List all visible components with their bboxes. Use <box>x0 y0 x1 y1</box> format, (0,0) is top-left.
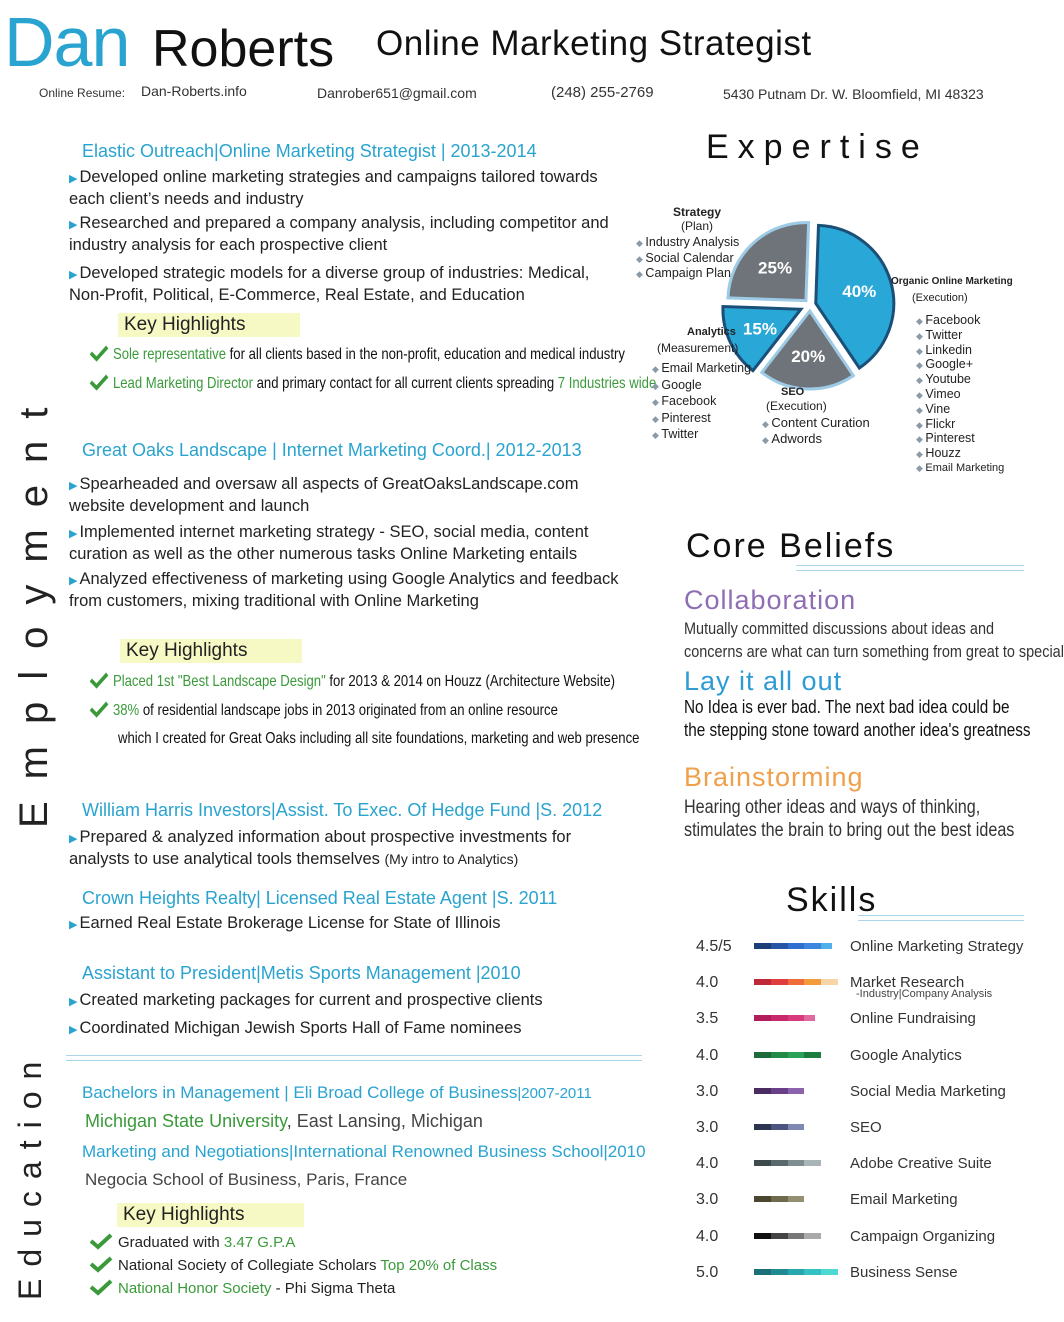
job5-bullet-2: ▶ Coordinated Michigan Jewish Sports Hall of Fame nominees <box>69 1019 522 1037</box>
skill-subtitle: -Industry|Company Analysis <box>856 988 993 1001</box>
skill-bar <box>754 1196 804 1202</box>
resume-link[interactable]: Dan-Roberts.info <box>141 83 247 99</box>
skills-rule <box>858 915 1024 921</box>
job-title-5: Assistant to President|Metis Sports Management |2010 <box>82 963 521 983</box>
edu-highlight-1: Graduated with 3.47 G.P.A <box>90 1233 295 1251</box>
job-title-1: Elastic Outreach|Online Marketing Strategist | 2013-2014 <box>82 141 537 161</box>
school-2: Negocia School of Business, Paris, France <box>85 1170 408 1189</box>
organic-items: ◆ Facebook ◆ Twitter ◆ Linkedin ◆ Google+ ◆ Youtube ◆ Vimeo ◆ Vine ◆ Flickr ◆ Pinterest ◆ Houzz ◆ Email Marketing <box>916 314 1004 476</box>
skill-score: 4.5/5 <box>696 938 732 955</box>
skill-bar <box>754 1015 815 1021</box>
skill-name: Business Sense <box>850 1263 958 1281</box>
expertise-title: Expertise <box>706 128 929 166</box>
skill-score: 4.0 <box>696 974 719 992</box>
skill-score: 3.0 <box>696 1119 719 1136</box>
check-icon <box>90 672 108 688</box>
strategy-sub: (Plan) <box>681 219 714 233</box>
seo-sub: (Execution) <box>766 399 827 413</box>
skill-name: Google Analytics <box>850 1046 962 1064</box>
skill-score: 3.0 <box>696 1082 719 1100</box>
skill-name: Social Media Marketing <box>850 1082 1006 1100</box>
skill-bar <box>754 1124 804 1130</box>
core-beliefs-rule <box>796 565 1024 571</box>
belief-title-brainstorming: Brainstorming <box>684 762 864 792</box>
highlight-2-3: which I created for Great Oaks including all site foundations, marketing and web presence <box>118 730 640 747</box>
phone: (248) 255-2769 <box>551 84 654 101</box>
first-name: Dan <box>4 3 130 81</box>
degree-1: Bachelors in Management | Eli Broad College of Business|2007-2011 <box>82 1083 592 1102</box>
highlight-2-2: 38% of residential landscape jobs in 2013 originated from an online resource <box>90 701 558 720</box>
edu-highlight-3: National Honor Society - Phi Sigma Theta <box>90 1279 395 1297</box>
address: 5430 Putnam Dr. W. Bloomfield, MI 48323 <box>723 86 984 102</box>
check-icon <box>90 1256 112 1272</box>
divider-employment-education <box>66 1055 642 1061</box>
job2-bullet-3: ▶ Analyzed effectiveness of marketing using Google Analytics and feedback from customers, mixing traditional with Online Marketing <box>69 570 619 610</box>
key-highlights-3: Key Highlights <box>117 1203 304 1227</box>
skill-name: Market Research <box>850 974 965 992</box>
skill-bar <box>754 1160 821 1166</box>
employment-label: Employment <box>12 385 56 828</box>
skill-bar <box>754 1269 838 1275</box>
organic-label: Organic Online Marketing <box>891 276 1013 287</box>
check-icon <box>90 1279 112 1295</box>
belief-title-lay-it-all-out: Lay it all out <box>684 666 843 696</box>
skill-bar <box>754 1052 821 1058</box>
skill-name: SEO <box>850 1119 882 1136</box>
key-highlights-2: Key Highlights <box>120 639 302 663</box>
last-name: Roberts <box>152 20 335 78</box>
belief-text-brainstorming: Hearing other ideas and ways of thinking, stimulates the brain to bring out the best ideas <box>684 797 1015 841</box>
pie-label-strategy: 25% <box>758 258 793 278</box>
job-title-2: Great Oaks Landscape | Internet Marketing Coord.| 2012-2013 <box>82 440 582 460</box>
job-headline: Online Marketing Strategist <box>376 24 812 63</box>
job-title-3: William Harris Investors|Assist. To Exec. Of Hedge Fund |S. 2012 <box>82 800 603 820</box>
school-1: Michigan State University, East Lansing, Michigan <box>85 1111 483 1131</box>
skill-name: Online Fundraising <box>850 1010 976 1028</box>
skill-bar <box>754 979 838 985</box>
skill-score: 5.0 <box>696 1263 719 1281</box>
job3-bullet-1: ▶ Prepared & analyzed information about prospective investments for analysts to use analytical tools themselves (My intro to Analytics) <box>69 828 572 868</box>
resume-label: Online Resume: <box>39 86 126 100</box>
pie-label-organic-online-marketing: 40% <box>842 281 877 301</box>
job2-bullet-1: ▶ Spearheaded and oversaw all aspects of GreatOaksLandscape.com website development and launch <box>69 475 579 515</box>
skill-score: 3.5 <box>696 1010 719 1028</box>
belief-title-collaboration: Collaboration <box>684 585 857 615</box>
edu-highlight-2: National Society of Collegiate Scholars Top 20% of Class <box>90 1256 497 1274</box>
skill-name: Adobe Creative Suite <box>850 1155 992 1173</box>
pie-label-seo: 20% <box>791 347 826 367</box>
highlight-2-1: Placed 1st "Best Landscape Design" for 2013 & 2014 on Houzz (Architecture Website) <box>90 672 615 691</box>
skill-name: Email Marketing <box>850 1191 958 1209</box>
key-highlights-1: Key Highlights <box>118 313 300 337</box>
skill-bar <box>754 943 832 949</box>
skill-bar <box>754 1088 804 1094</box>
email[interactable]: Danrober651@gmail.com <box>317 85 477 101</box>
job-title-4: Crown Heights Realty| Licensed Real Estate Agent |S. 2011 <box>82 888 558 908</box>
seo-label: SEO <box>781 386 805 398</box>
job5-bullet-1: ▶ Created marketing packages for current and prospective clients <box>69 991 543 1009</box>
check-icon <box>90 374 108 390</box>
skill-name: Campaign Organizing <box>850 1227 996 1245</box>
skill-bar <box>754 1233 821 1239</box>
education-label: Education <box>12 1049 48 1300</box>
belief-text-lay-it-all-out: No Idea is ever bad. The next bad idea could be the stepping stone toward another idea's greatness <box>684 697 1031 740</box>
strategy-items: ◆ Industry Analysis ◆ Social Calendar ◆ Campaign Plan <box>636 235 739 282</box>
skill-score: 4.0 <box>696 1046 719 1064</box>
skill-score: 3.0 <box>696 1191 719 1209</box>
analytics-items: ◆ Email Marketing ◆ Google ◆ Facebook ◆ Pinterest ◆ Twitter <box>652 361 751 444</box>
analytics-label: Analytics <box>687 326 736 338</box>
check-icon <box>90 345 108 361</box>
strategy-label: Strategy <box>673 205 722 219</box>
job1-bullet-1: ▶ Developed online marketing strategies and campaigns tailored towards each client’s needs and industry <box>69 168 598 208</box>
skill-score: 4.0 <box>696 1227 719 1245</box>
degree-2: Marketing and Negotiations|International Renowned Business School|2010 <box>82 1142 646 1161</box>
belief-text-collaboration: Mutually committed discussions about ideas and concerns are what can turn something from great to special <box>684 619 1064 661</box>
skill-score: 4.0 <box>696 1155 719 1173</box>
highlight-1-2: Lead Marketing Director and primary contact for all current clients spreading 7 Industries wide <box>90 374 656 393</box>
job2-bullet-2: ▶ Implemented internet marketing strategy - SEO, social media, content curation as well as the other numerous tasks Online Marketing entails <box>69 523 589 563</box>
organic-sub: (Execution) <box>912 292 968 304</box>
highlight-1-1: Sole representative for all clients based in the non-profit, education and medical industry <box>90 345 625 364</box>
job4-bullet-1: ▶ Earned Real Estate Brokerage License for State of Illinois <box>69 914 501 932</box>
analytics-sub: (Measurement) <box>657 341 739 355</box>
job1-bullet-3: ▶ Developed strategic models for a diverse group of industries: Medical, Non-Profit, Political, E-Commerce, Real Estate, and Education <box>69 264 590 304</box>
pie-label-analytics: 15% <box>742 319 777 339</box>
seo-items: ◆ Content Curation ◆ Adwords <box>762 416 870 447</box>
skills-title: Skills <box>786 881 878 919</box>
check-icon <box>90 1233 112 1249</box>
job1-bullet-2: ▶ Researched and prepared a company analysis, including competitor and industry analysis for each prospective client <box>69 214 609 254</box>
check-icon <box>90 701 108 717</box>
skill-name: Online Marketing Strategy <box>850 938 1024 955</box>
core-beliefs-title: Core Beliefs <box>686 527 896 565</box>
